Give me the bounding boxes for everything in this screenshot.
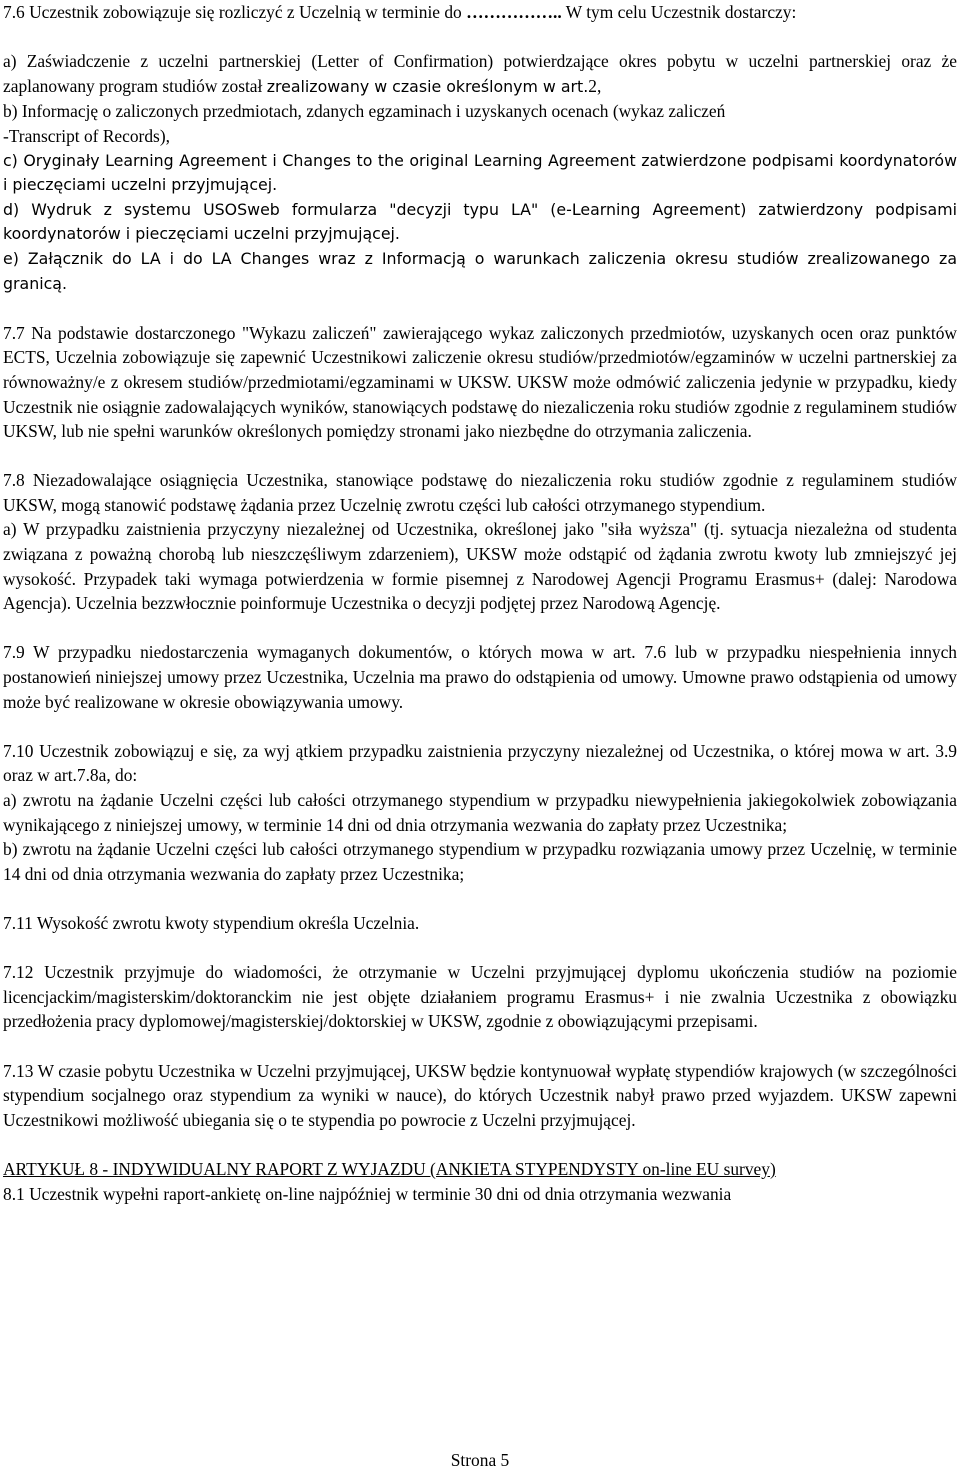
section-7-6-item-a-sans: zrealizowany w czasie określonym w art. — [266, 76, 589, 96]
section-7-10-item-b: b) zwrotu na żądanie Uczelni części lub całości otrzymanego stypendium w przypadku rozwiązania umowy przez Uczelnię, w terminie 14 dni od dnia otrzymania wezwania do zapłaty przez Uczestnika; — [3, 839, 957, 884]
section-7-10: 7.10 Uczestnik zobowiązuj e się, za wyj ątkiem przypadku zaistnienia przyczyny niezależnej od Uczestnika, o której mowa w art. 3.9 oraz w art.7.8a, do: — [3, 740, 957, 786]
section-7-6-dots: …………….. — [466, 2, 562, 22]
section-7-13: 7.13 W czasie pobytu Uczestnika w Uczelni przyjmującej, UKSW będzie kontynuował wypłatę stypendiów krajowych (w szczególności stypendium socjalnego oraz stypendium za wyniki w nauce), do których Uczestnik nabył prawo przed wyjazdem. UKSW zapewni Uczestnikowi możliwość ubiegania się o te stypendia po powrocie z Uczelni przyjmującej. — [3, 1060, 957, 1130]
section-7-8: 7.8 Niezadowalające osiągnięcia Uczestnika, stanowiące podstawę do niezaliczenia roku studiów zgodnie z regulaminem studiów UKSW, mogą stanowić podstawę żądania przez Uczelnię zwrotu części lub całości otrzymanego stypendium. — [3, 470, 957, 515]
section-7-11: 7.11 Wysokość zwrotu kwoty stypendium określa Uczelnia. — [3, 912, 420, 933]
section-7-10-item-a: a) zwrotu na żądanie Uczelni części lub całości otrzymanego stypendium w przypadku niewypełnienia jakiegokolwiek zobowiązania wynikającego z niniejszej umowy, w terminie 14 dni od dnia otrzymania wezwania do zapłaty przez Uczestnika; — [3, 790, 957, 835]
section-8-1: 8.1 Uczestnik wypełni raport-ankietę on-line najpóźniej w terminie 30 dni od dnia otrzymania wezwania — [3, 1183, 732, 1204]
section-7-6-item-e: e) Załącznik do LA i do LA Changes wraz z Informacją o warunkach zaliczenia okresu studiów zrealizowanego za granicą. — [3, 248, 957, 293]
section-7-6-item-b: b) Informację o zaliczonych przedmiotach, zdanych egzaminach i uzyskanych ocenach (wykaz zaliczeń -Transcript of Records), — [3, 101, 726, 146]
section-7-6-item-c: c) Oryginały Learning Agreement i Changes to the original Learning Agreement zatwierdzone podpisami koordynatorów i pieczęciami uczelni przyjmującej. — [3, 150, 957, 195]
section-7-8-item-a: a) W przypadku zaistnienia przyczyny niezależnej od Uczestnika, określonej jako "siła wyższa" (tj. sytuacja niezależna od studenta związana z poważną chorobą lub nieszczęśliwym zdarzeniem), UKSW może odstąpić od żądania zwrotu kwoty lub zmniejszyć jej wysokość. Przypadek taki wymaga potwierdzenia w formie pisemnej z Narodowej Agencji Programu Erasmus+ (dalej: Narodowa Agencja). Uczelnia bezzwłocznie poinformuje Uczestnika o decyzji podjętej przez Narodową Agencję. — [3, 519, 957, 614]
article-8-heading: ARTYKUŁ 8 - INDYWIDUALNY RAPORT Z WYJAZDU (ANKIETA STYPENDYSTY on-line EU survey) — [3, 1158, 776, 1179]
section-7-6-item-d: d) Wydruk z systemu USOSweb formularza "decyzji typu LA" (e-Learning Agreement) zatwierdzony podpisami koordynatorów i pieczęciami uczelni przyjmującej. — [3, 199, 957, 244]
section-7-6-intro — [3, 0, 957, 25]
section-7-12: 7.12 Uczestnik przyjmuje do wiadomości, że otrzymanie w Uczelni przyjmującej dyplomu ukończenia studiów na poziomie licencjackim/magisterskim/doktoranckim nie jest objęte działaniem programu Erasmus+ i nie zwalnia Uczestnika z obowiązku przedłożenia pracy dyplomowej/magisterskiej/doktorskiej w UKSW, zgodnie z obowiązującymi przepisami. — [3, 962, 957, 1032]
section-7-6-suffix: W tym celu Uczestnik dostarczy: — [561, 2, 797, 22]
section-7-6-prefix: 7.6 Uczestnik zobowiązuje się rozliczyć z Uczelnią w terminie do — [3, 2, 467, 22]
document-page — [3, 0, 957, 1206]
section-7-9: 7.9 W przypadku niedostarczenia wymaganych dokumentów, o których mowa w art. 7.6 lub w przypadku niespełnienia innych postanowień niniejszej umowy przez Uczestnika, Uczelnia ma prawo do odstąpienia od umowy. Umowne prawo odstąpienia od umowy może być realizowane w okresie obowiązywania umowy. — [3, 642, 957, 712]
section-7-6-item-a: a) Zaświadczenie z uczelni partnerskiej (Letter of Confirmation) potwierdzające okres pobytu w uczelni partnerskiej oraz że zaplanowany program studiów został zrealizowany w czasie określonym w art.2, — [3, 51, 957, 96]
section-7-7: 7.7 Na podstawie dostarczonego "Wykazu zaliczeń" zawierającego wykaz zaliczonych przedmiotów, uzyskanych ocen oraz punktów ECTS, Uczelnia zobowiązuje się zapewnić Uczestnikowi zaliczenie okresu studiów/przedmiotów/egzaminów w uczelni partnerskiej za równoważny/e z okresem studiów/przedmiotami/egzaminami w UKSW. UKSW może odmówić zaliczenia jedynie w przypadku, kiedy Uczestnik nie osiągnie zadowalających wyników, stanowiących podstawę do niezaliczenia roku studiów zgodnie z regulaminem studiów UKSW, lub nie spełni warunków określonych pomiędzy stronami jako niezbędne do otrzymania zaliczenia. — [3, 322, 957, 442]
page-number: Strona 5 — [450, 1450, 510, 1470]
